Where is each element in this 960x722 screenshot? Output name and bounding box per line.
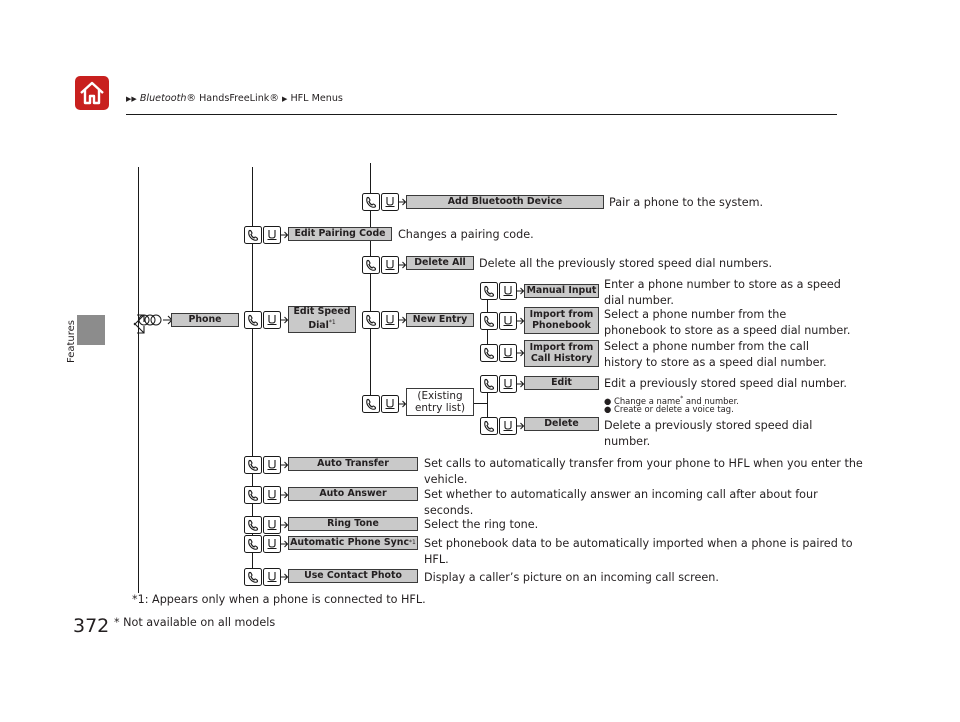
menu-delete[interactable]: Delete	[524, 417, 599, 431]
menu-existing-line2: entry list)	[414, 402, 466, 414]
desc-import-call-history-line1: Select a phone number from the call	[604, 340, 809, 353]
footnote-2: * Not available on all models	[114, 616, 276, 629]
desc-import-call-history-line2: history to store as a speed dial number.	[604, 355, 827, 369]
menu-auto-answer[interactable]: Auto Answer	[288, 487, 418, 501]
menu-icon	[137, 311, 163, 329]
menu-import-call-history-line2: Call History	[530, 352, 593, 364]
menu-edit-pairing-code[interactable]: Edit Pairing Code	[288, 227, 392, 241]
phone-voice-button-pair-icon	[480, 375, 524, 393]
desc-auto-answer-line2: seconds.	[424, 503, 474, 517]
phone-voice-button-pair-icon	[362, 311, 406, 329]
desc-import-from-call-history	[604, 339, 827, 370]
desc-import-phonebook-line2: phonebook to store as a speed dial number.	[604, 323, 851, 337]
bullet-icon: ●	[604, 404, 612, 414]
menu-add-bluetooth-device[interactable]: Add Bluetooth Device	[406, 195, 604, 209]
phone-voice-button-pair-icon	[480, 282, 524, 300]
tree-branch-existing	[473, 403, 488, 404]
menu-edit[interactable]: Edit	[524, 376, 599, 390]
desc-import-from-phonebook	[604, 307, 850, 338]
desc-edit-bullet-2: ● Create or delete a voice tag.	[604, 404, 734, 414]
desc-auto-transfer-line2: vehicle.	[424, 472, 468, 486]
phone-voice-button-pair-icon	[244, 311, 288, 329]
menu-existing-entry-list[interactable]	[406, 388, 474, 416]
menu-import-from-call-history[interactable]	[524, 340, 599, 367]
breadcrumb-arrow-icon: ▶▶	[126, 95, 137, 103]
menu-use-contact-photo[interactable]: Use Contact Photo	[288, 569, 418, 583]
desc-manual-input-line1: Enter a phone number to store as a speed	[604, 278, 841, 291]
menu-automatic-phone-sync[interactable]: Automatic Phone Sync *1	[288, 536, 418, 550]
desc-automatic-phone-sync	[424, 536, 853, 567]
desc-add-bluetooth-device: Pair a phone to the system.	[609, 196, 764, 209]
menu-existing-line1: (Existing	[417, 390, 463, 402]
menu-phone[interactable]: Phone	[171, 313, 239, 327]
page-number: 372	[73, 615, 110, 637]
desc-auto-transfer-line1: Set calls to automatically transfer from your phone to HFL when you enter the	[424, 457, 863, 470]
footnote-1: *1: Appears only when a phone is connected to HFL.	[132, 593, 426, 606]
breadcrumb-hfl-menus[interactable]: HFL Menus	[290, 93, 343, 104]
menu-edit-speed-dial-line2: Dial$^{*1}$	[308, 318, 336, 332]
menu-import-from-phonebook[interactable]	[524, 307, 599, 334]
tree-trunk-main	[138, 167, 139, 593]
desc-edit: Edit a previously stored speed dial number.	[604, 377, 847, 390]
breadcrumb-hfl[interactable]: ® HandsFreeLink®	[186, 93, 279, 104]
phone-voice-button-pair-icon	[362, 193, 406, 211]
desc-auto-transfer	[424, 456, 863, 487]
menu-auto-transfer[interactable]: Auto Transfer	[288, 457, 418, 471]
breadcrumb-arrow-icon: ▶	[282, 95, 288, 103]
phone-voice-button-pair-icon	[480, 312, 524, 330]
menu-ring-tone[interactable]: Ring Tone	[288, 517, 418, 531]
desc-auto-sync-line1: Set phonebook data to be automatically imported when a phone is paired to	[424, 537, 853, 550]
header-rule	[126, 114, 837, 115]
section-tab-label: Features	[66, 320, 77, 363]
desc-delete-line2: number.	[604, 434, 651, 448]
desc-use-contact-photo: Display a caller’s picture on an incoming call screen.	[424, 571, 719, 584]
desc-delete-all: Delete all the previously stored speed dial numbers.	[479, 257, 773, 270]
phone-voice-button-pair-icon	[244, 568, 288, 586]
breadcrumb	[126, 93, 343, 105]
desc-ring-tone: Select the ring tone.	[424, 518, 539, 531]
home-icon[interactable]	[75, 76, 109, 110]
desc-manual-input	[604, 277, 841, 308]
phone-voice-button-pair-icon	[362, 395, 406, 413]
menu-delete-all[interactable]: Delete All	[406, 256, 474, 270]
desc-delete	[604, 418, 812, 449]
menu-edit-speed-dial-line1: Edit Speed	[293, 306, 351, 318]
phone-voice-button-pair-icon	[244, 226, 288, 244]
phone-voice-button-pair-icon	[244, 535, 288, 553]
menu-edit-speed-dial[interactable]	[288, 306, 356, 333]
phone-voice-button-pair-icon	[362, 256, 406, 274]
desc-auto-sync-line2: HFL.	[424, 552, 449, 566]
bullet-icon: ●	[604, 395, 612, 406]
phone-voice-button-pair-icon	[244, 486, 288, 504]
desc-delete-line1: Delete a previously stored speed dial	[604, 419, 813, 432]
menu-import-call-history-line1: Import from	[529, 342, 594, 353]
desc-auto-answer-line1: Set whether to automatically answer an incoming call after about four	[424, 488, 818, 501]
section-tab-marker	[77, 315, 105, 345]
menu-manual-input[interactable]: Manual Input	[524, 284, 599, 298]
phone-voice-button-pair-icon	[244, 456, 288, 474]
phone-voice-button-pair-icon	[244, 516, 288, 534]
breadcrumb-bluetooth[interactable]: Bluetooth	[139, 93, 187, 104]
desc-import-phonebook-line1: Select a phone number from the	[604, 308, 787, 321]
menu-import-phonebook-line1: Import from	[529, 309, 594, 320]
desc-edit-pairing-code: Changes a pairing code.	[398, 228, 534, 241]
desc-manual-input-line2: dial number.	[604, 293, 674, 307]
phone-voice-button-pair-icon	[480, 344, 524, 362]
menu-new-entry[interactable]: New Entry	[406, 313, 474, 327]
desc-auto-answer	[424, 487, 818, 518]
desc-edit-bullet-1: ● Change a name* and number.	[604, 395, 739, 406]
phone-voice-button-pair-icon	[480, 417, 524, 435]
menu-import-phonebook-line2: Phonebook	[532, 319, 591, 331]
